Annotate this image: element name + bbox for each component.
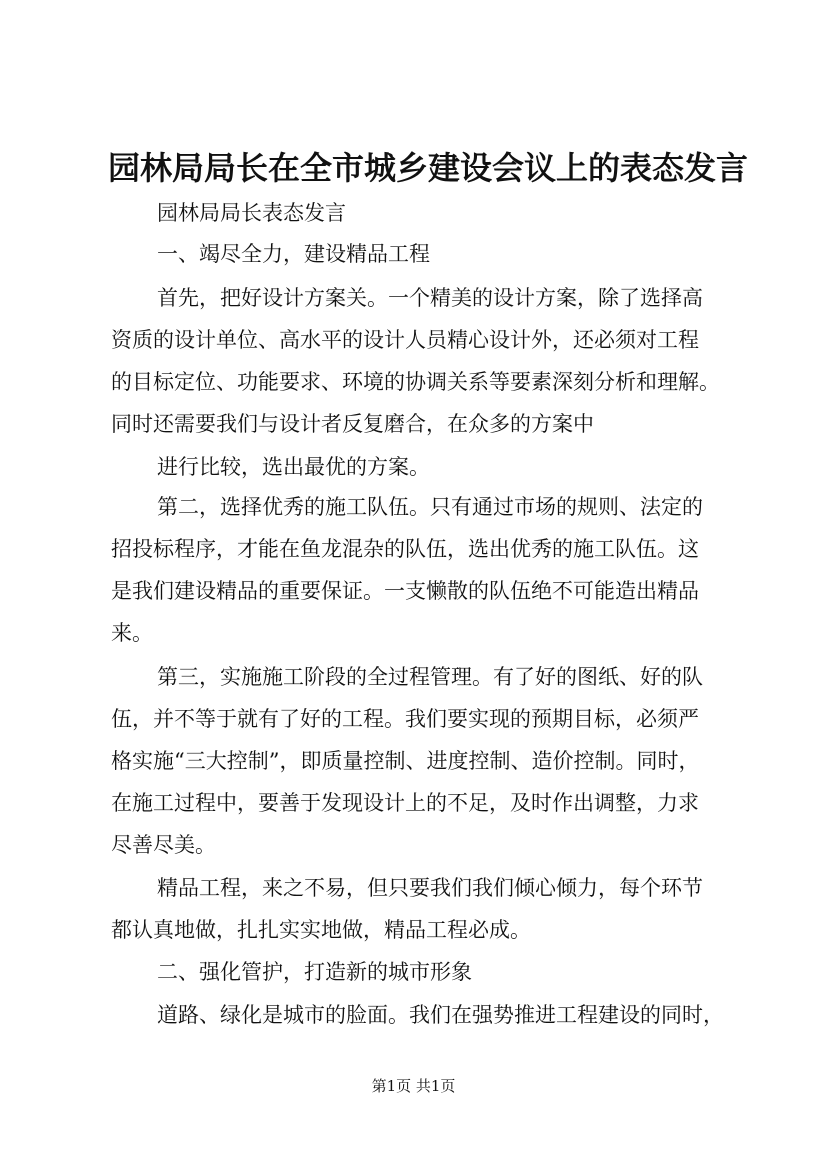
paragraph-line: 格实施“三大控制”，即质量控制、进度控制、造价控制。同时，: [111, 749, 700, 773]
paragraph-line: 伍，并不等于就有了好的工程。我们要实现的预期目标，必须严: [111, 707, 699, 731]
paragraph-line: 是我们建设精品的重要保证。一支懒散的队伍绝不可能造出精品: [111, 579, 699, 603]
subtitle: 园林局局长表态发言: [157, 201, 346, 225]
paragraph-line: 道路、绿化是城市的脸面。我们在强势推进工程建设的同时，: [157, 1003, 724, 1027]
section-heading-2: 二、强化管护，打造新的城市形象: [157, 960, 472, 984]
section-heading-1: 一、竭尽全力，建设精品工程: [157, 242, 430, 266]
page-title: 园林局局长在全市城乡建设会议上的表态发言: [108, 149, 749, 187]
paragraph-line: 第三，实施施工阶段的全过程管理。有了好的图纸、好的队: [157, 665, 703, 689]
paragraph-line: 招投标程序，才能在鱼龙混杂的队伍，选出优秀的施工队伍。这: [111, 537, 699, 561]
paragraph-line: 都认真地做，扎扎实实地做，精品工程必成。: [111, 918, 531, 942]
paragraph-line: 首先，把好设计方案关。一个精美的设计方案，除了选择高: [157, 286, 703, 310]
paragraph-line: 尽善尽美。: [111, 833, 216, 857]
page-footer: 第1页 共1页: [371, 1077, 456, 1095]
paragraph-line: 进行比较，选出最优的方案。: [157, 455, 430, 479]
paragraph-line: 的目标定位、功能要求、环境的协调关系等要素深刻分析和理解。: [111, 370, 720, 394]
paragraph-line: 资质的设计单位、高水平的设计人员精心设计外，还必须对工程: [111, 328, 699, 352]
paragraph-line: 精品工程，来之不易，但只要我们我们倾心倾力，每个环节: [157, 876, 703, 900]
paragraph-line: 在施工过程中，要善于发现设计上的不足，及时作出调整，力求: [111, 791, 699, 815]
paragraph-line: 同时还需要我们与设计者反复磨合，在众多的方案中: [111, 412, 594, 436]
paragraph-line: 来。: [111, 621, 153, 645]
paragraph-line: 第二，选择优秀的施工队伍。只有通过市场的规则、法定的: [157, 495, 703, 519]
